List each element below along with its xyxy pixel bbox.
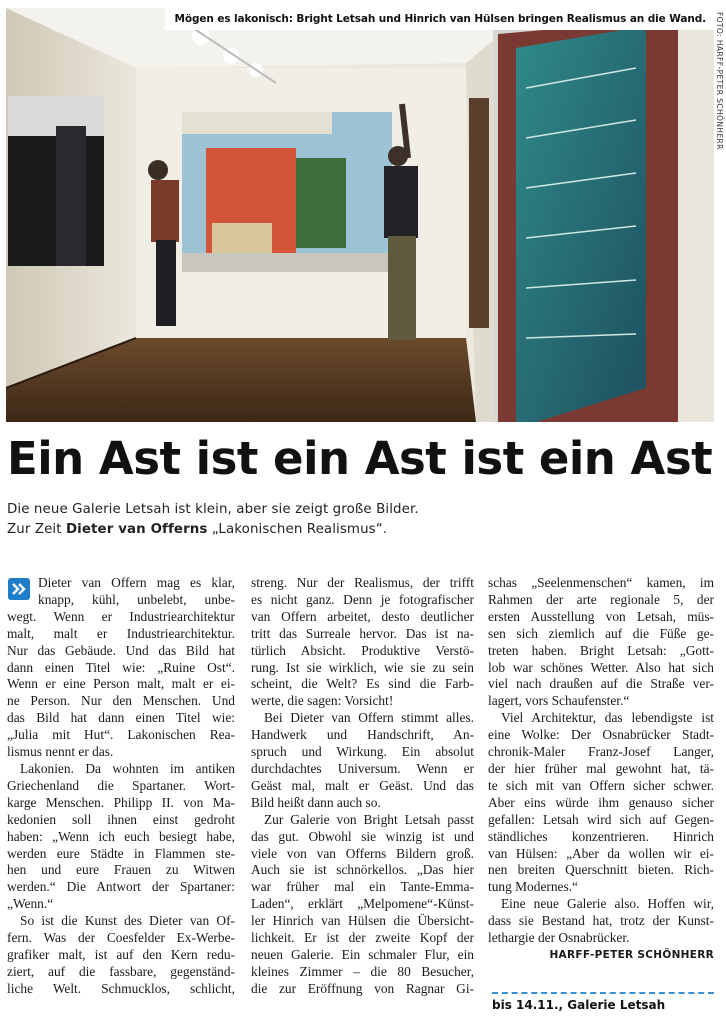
- paragraph: Eine neue Galerie also. Hoffen wir, dass sie Bestand hat, trotz der Kunst- lethargie der Osnabrücker.: [488, 896, 714, 946]
- paragraph: Zur Galerie von Bright Letsah passt das gut. Obwohl sie winzig ist und viele von van Offerns Bildern groß. Auch sie ist schnörkellos. „Das hier war früher mal ein Tante-Emma- Laden“, erklärt „Melpomene“-Künst- ler Hinrich van Hülsen die Übersicht- lichkeit. Er ist der zweite Kopf der neuen Galerie. Ein schmaler Flur, ein kleines Zimmer – die 80 Besucher, die zur Eröffnung von Ragnar Gi-: [251, 811, 474, 996]
- article-column-1: [7, 575, 235, 998]
- photo-credit: FOTO: HARFF-PETER SCHÖNHERR: [715, 12, 724, 150]
- headline: Ein Ast ist ein Ast ist ein Ast: [7, 432, 713, 485]
- article-column-3: [488, 575, 714, 964]
- subheadline-line-1: Die neue Galerie Letsah ist klein, aber sie zeigt große Bilder.: [7, 502, 419, 517]
- article-column-2: [251, 575, 474, 998]
- double-chevron-right-icon: [8, 578, 30, 600]
- gallery-photo: [6, 8, 714, 422]
- info-divider: [492, 992, 714, 994]
- author-byline: HARFF-PETER SCHÖNHERR: [549, 948, 714, 961]
- exhibition-info: bis 14.11., Galerie Letsah: [492, 998, 666, 1012]
- paragraph: Viel Architektur, das lebendigste ist eine Wolke: Der Osnabrücker Stadt- chronik-Maler Franz-Josef Langer, der hier früher mal gewohnt hat, tä- te sich mit van Offern sicher schwer. Aber eins würde ihm genauso sicher gefallen: Letsah wird sich auf Gegen- ständliches konzentrieren. Hinrich van Hülsen: „Aber da wollen wir ei- nen breiten Querschnitt bieten. Rich- tung Modernes.“: [488, 710, 714, 895]
- paragraph: Bei Dieter van Offern stimmt alles. Handwerk und Handschrift, An- spruch und Wirkung. Ein absolut durchdachtes Universum. Wenn er Geäst mal, malt er Geäst. Und das Bild heißt dann auch so.: [251, 710, 474, 810]
- subheadline-line-2: Zur Zeit Dieter van Offerns „Lakonischen Realismus“.: [7, 522, 388, 537]
- photo-caption: Mögen es lakonisch: Bright Letsah und Hinrich van Hülsen bringen Realismus an die Wand.: [165, 8, 715, 30]
- paragraph: So ist die Kunst des Dieter van Of- fern. Was der Coesfelder Ex-Werbe- grafiker malt, ist auf den Kern redu- ziert, auf die fassbare, gegenständ- liche Welt. Schmucklos, schlicht,: [7, 913, 235, 996]
- paragraph: Dieter van Offern mag es klar, knapp, kühl, unbelebt, unbe- wegt. Wenn er Industriearchitektur malt, malt er Industriearchitektur. Nur das Gebäude. Und das Bild hat dann einen Titel wie: „Ruine Ost“. Wenn er eine Person malt, malt er ei- ne Person. Nur den Menschen. Und das Bild hat dann einen Titel wie: „Julia mit Hut“. Lakonischen Rea- lismus nennt er das.: [7, 575, 235, 760]
- paragraph: schas „Seelenmenschen“ kamen, im Rahmen der arte regionale 5, der ersten Ausstellung von Letsah, müs- sen sich ziemlich auf die Füße ge- treten haben. Bright Letsah: „Gott- lob war schönes Wetter. Also hat sich viel nach draußen auf die Straße ver- lagert, vors Schaufenster.“: [488, 575, 714, 709]
- paragraph: streng. Nur der Realismus, der trifft es nicht ganz. Denn je fotografischer van Offern arbeitet, desto deutlicher tritt das Surreale hervor. Das ist na- türlich Absicht. Produktive Verstö- rung. Ist sie wirklich, wie sie zu sein scheint, die Welt? Es sind die Farb- werte, die sagen: Vorsicht!: [251, 575, 474, 709]
- artist-name: Dieter van Offerns: [65, 522, 208, 537]
- subheadline: [7, 500, 707, 540]
- paragraph: Lakonien. Da wohnten im antiken Griechenland die Spartaner. Wort- karge Menschen. Philipp II. von Ma- kedonien soll ihnen einst gedroht haben: „Wenn ich euch besiegt habe, werden eure Städte in Flammen ste- hen und eure Frauen zu Witwen werden.“ Die Antwort der Spartaner: „Wenn.“: [7, 760, 235, 912]
- photo-illustration: [6, 8, 714, 422]
